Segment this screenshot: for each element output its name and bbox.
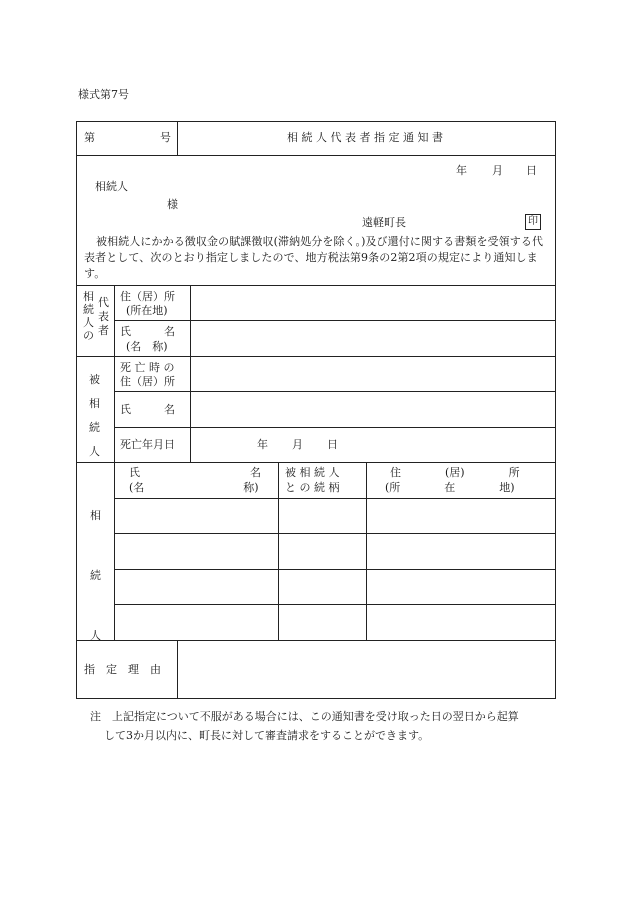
dec-side-label: 被 相 続 人 [89,373,100,458]
date-day: 日 [526,164,537,177]
heir-col-addr-1: 住 (居) 所 [390,466,520,479]
rep-side-label-col1: 相 続 人 の [83,290,94,342]
header-dai: 第 [84,131,95,144]
seal-text: 印 [528,216,538,227]
heir-side-label: 相 続 人 [90,509,101,642]
heir-col-name-2: (名 称) [129,481,259,494]
recipient-honorific: 様 [167,198,178,211]
rule-heir-1 [114,533,556,534]
heir-col-rel-2: と の 続 柄 [285,481,340,494]
form-title: 相続人代表者指定通知書 [287,131,447,144]
rule-title-divider [177,121,178,155]
dec-death-year: 年 [257,438,268,451]
rule-heir-col-2 [366,462,367,640]
date-year: 年 [456,164,467,177]
rule-heir-3 [114,604,556,605]
heir-col-addr-2: (所 在 地) [385,481,515,494]
notice-body: 被相続人にかかる徴収金の賦課徴収(滞納処分を除く。)及び還付に関する書類を受領する代表者として、次のとおり指定しましたので、地方税法第9条の2第2項の規定により通知します。 [84,235,544,280]
seal-mark [525,214,541,230]
rep-name-label-1: 氏 名 [120,325,175,338]
footnote-text-1: 上記指定について不服がある場合には、この通知書を受け取った日の翌日から起算 [112,710,519,723]
rule-heir-col-1 [278,462,279,640]
reason-label: 指 定 理 由 [84,663,161,676]
rule-heir-bottom [76,640,556,641]
date-month: 月 [492,164,503,177]
footnote-line-1 [90,707,552,726]
rep-address-label-1: 住（居）所 [120,290,175,303]
footnote-prefix: 注 [90,710,101,723]
rule-label-col [190,285,191,462]
rule-heir-head [114,498,556,499]
rep-side-label-col2: 代 表 者 [98,296,109,337]
rule-dec-bottom [76,462,556,463]
header-go: 号 [160,131,171,144]
rep-name-label-2: (名 称) [126,340,168,353]
dec-death-month: 月 [292,438,303,451]
rule-rep-mid [114,320,556,321]
dec-name-label: 氏 名 [120,403,175,416]
rule-reason-divider [177,640,178,699]
heir-col-rel-1: 被 相 続 人 [285,466,340,479]
footnote [90,707,552,745]
dec-death-day: 日 [327,438,338,451]
dec-address-label-2: 住（居）所 [120,375,175,388]
dec-address-label-1: 死 亡 時 の [120,361,175,374]
rule-dec-2 [114,427,556,428]
rep-address-label-2: (所在地) [126,304,168,317]
rule-side-col [114,285,115,640]
rule-heir-2 [114,569,556,570]
rule-dec-1 [114,391,556,392]
form-number: 様式第7号 [78,88,129,101]
rule-title-bottom [76,155,556,156]
heir-col-name-1: 氏 名 [129,466,261,479]
rule-intro-bottom [76,285,556,286]
footnote-line-2: して3か月以内に、町長に対して審査請求をすることができます。 [104,729,430,742]
recipient-label: 相続人 [95,180,128,193]
rule-rep-bottom [76,356,556,357]
dec-death-date-label: 死亡年月日 [120,438,175,451]
issuer-name: 遠軽町長 [362,216,406,229]
